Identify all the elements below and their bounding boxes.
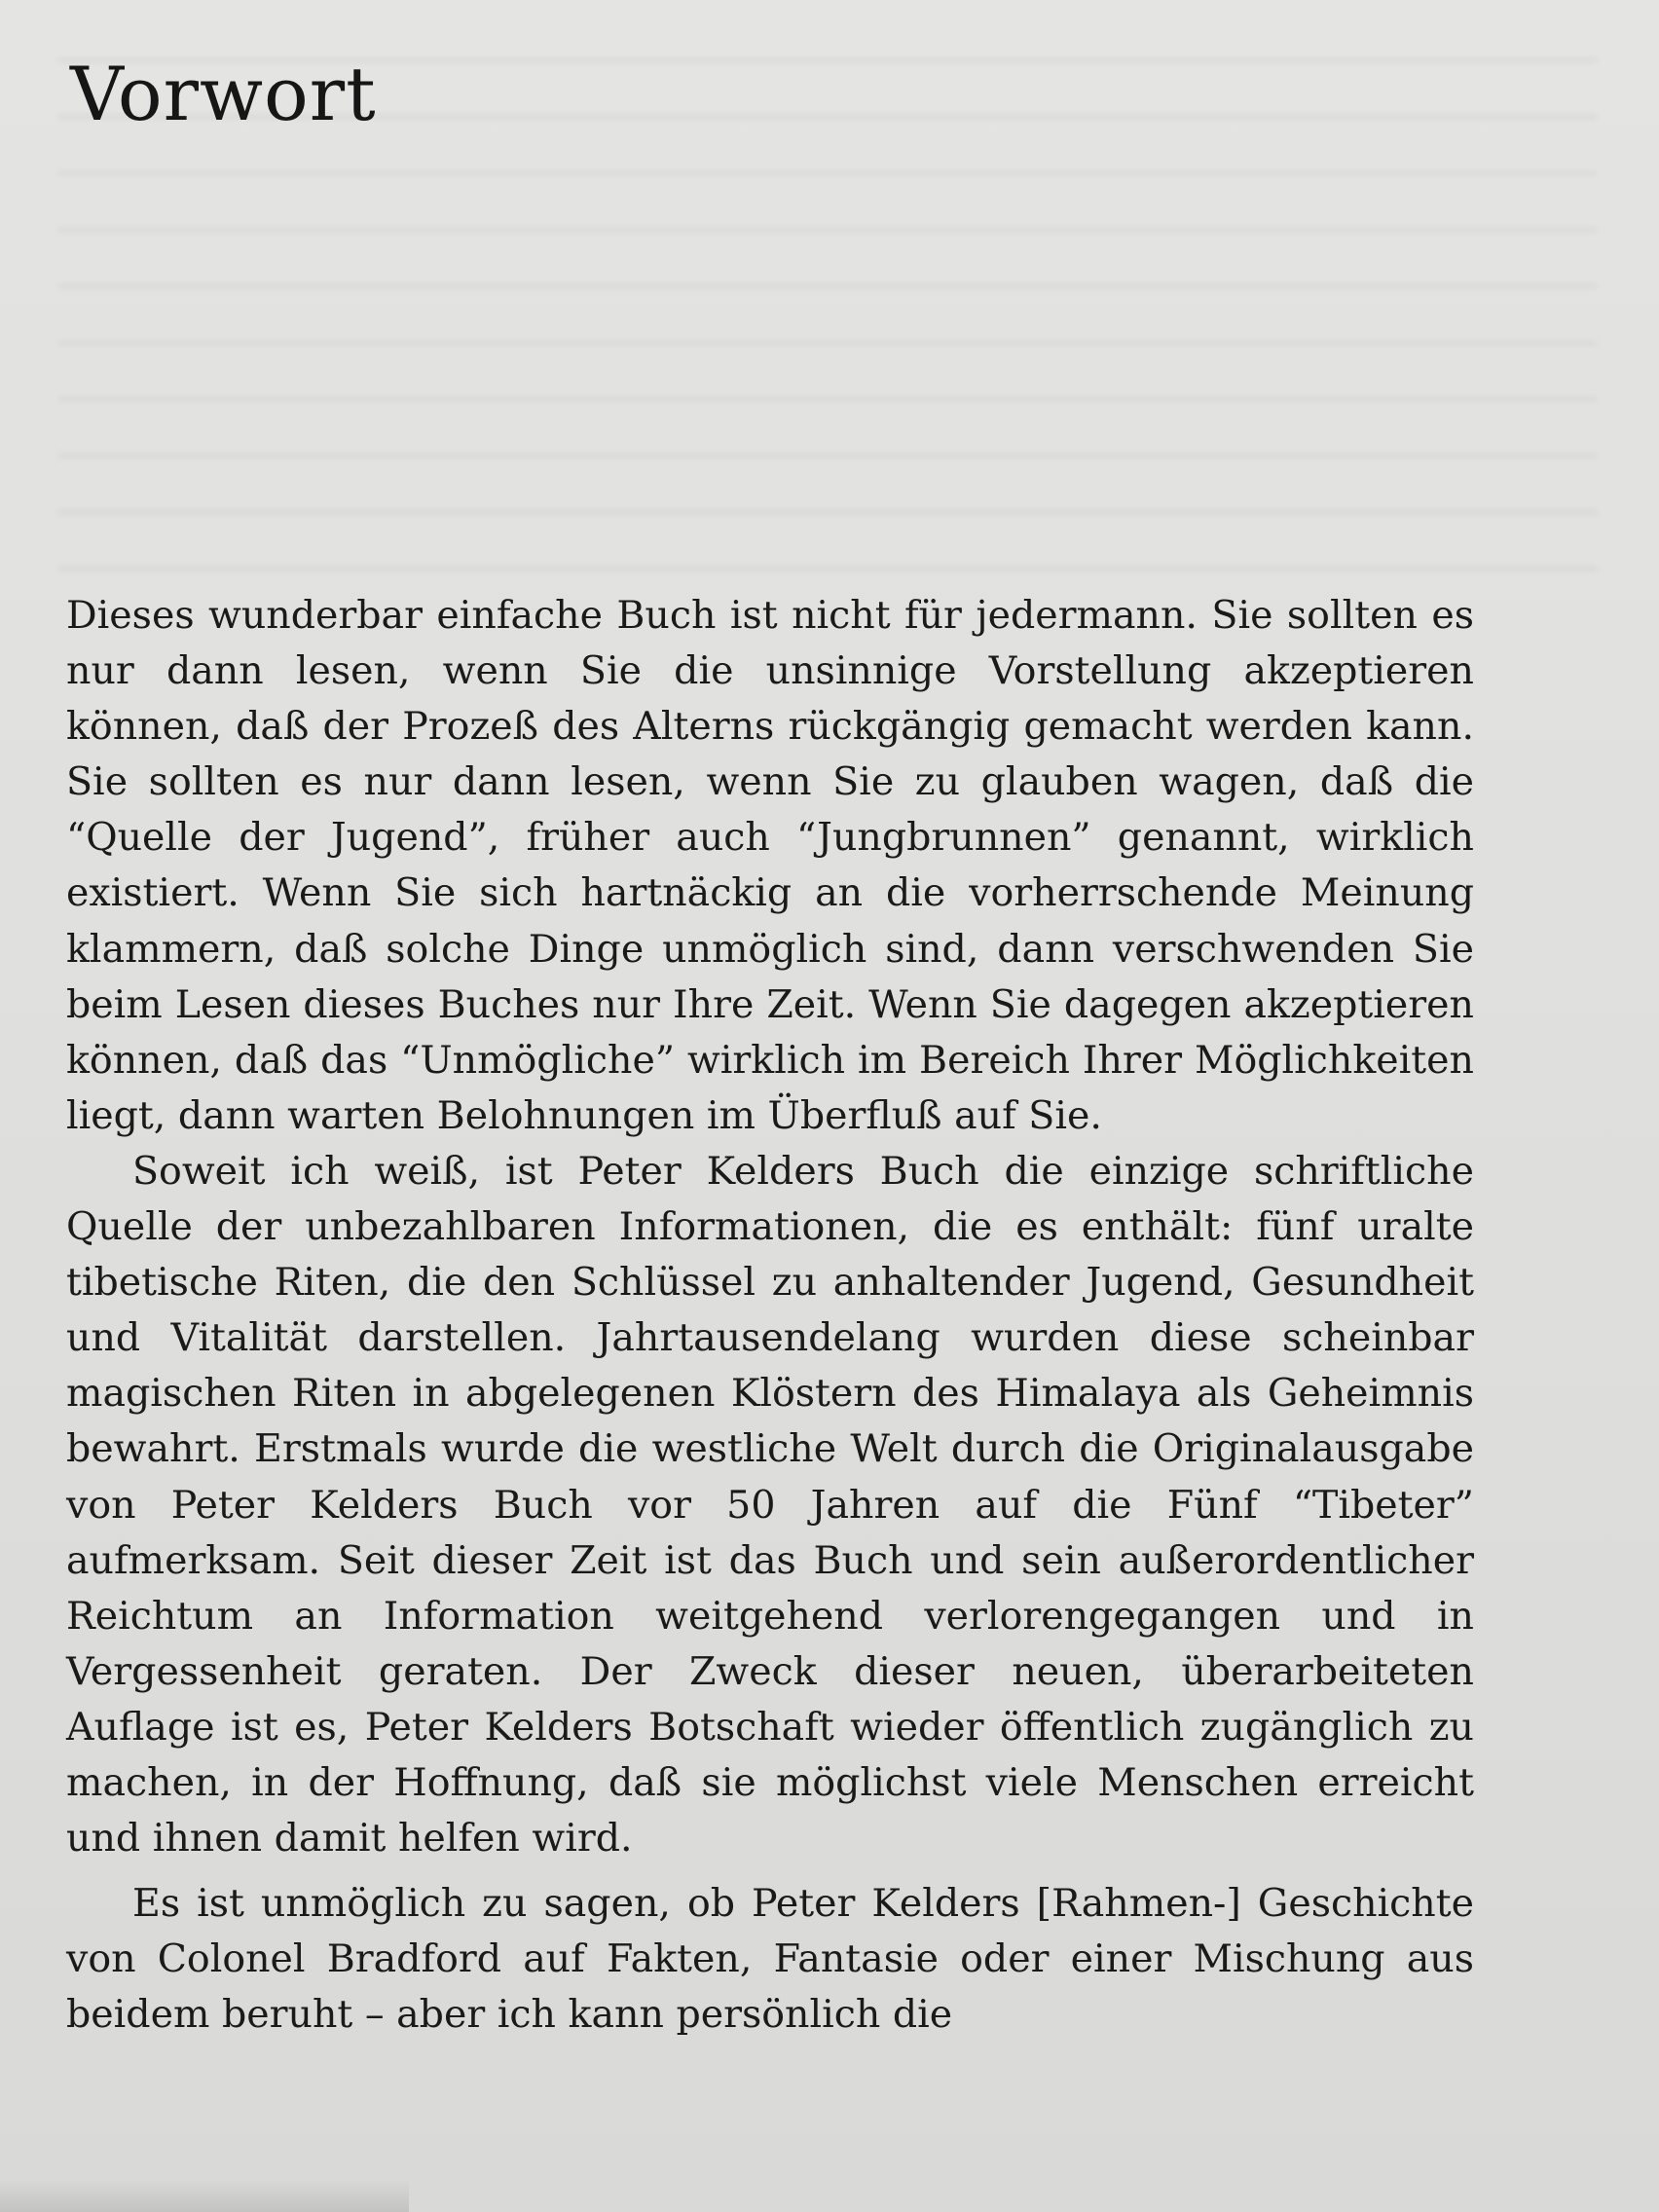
- page-bottom-shadow: [0, 2179, 409, 2212]
- body-text: [66, 588, 1474, 2043]
- paragraph-3: Es ist unmöglich zu sagen, ob Peter Kelders [Rahmen-] Geschichte von Colonel Bradford auf Fakten, Fantasie oder einer Mischung aus beidem beruht – aber ich kann persönlich die: [66, 1881, 1474, 2038]
- page-heading: Vorwort: [70, 51, 377, 137]
- paragraph-2: Soweit ich weiß, ist Peter Kelders Buch die einzige schriftliche Quelle der unbezahlbaren Informationen, die es enthält: fünf uralte tibetische Riten, die den Schlüssel zu anhaltender Jugend, Gesundheit und Vitalität darstellen. Jahrtausendelang wurden diese scheinbar magischen Riten in abgelegenen Klöstern des Himalaya als Geheimnis bewahrt. Erstmals wurde die westliche Welt durch die Originalausgabe von Peter Kelders Buch vor 50 Jahren auf die Fünf “Tibeter” aufmerksam. Seit dieser Zeit ist das Buch und sein außerordentlicher Reichtum an Information weitgehend verlorengegangen und in Vergessenheit geraten. Der Zweck dieser neuen, überarbeiteten Auflage ist es, Peter Kelders Botschaft wieder öffentlich zugänglich zu machen, in der Hoffnung, daß sie möglichst viele Menschen erreicht und ihnen damit helfen wird.: [66, 1148, 1474, 1862]
- paragraph-1: Dieses wunderbar einfache Buch ist nicht für jedermann. Sie sollten es nur dann lesen, wenn Sie die unsinnige Vorstellung akzeptieren können, daß der Prozeß des Alterns rückgängig gemacht werden kann. Sie sollten es nur dann lesen, wenn Sie zu glauben wagen, daß die “Quelle der Jugend”, früher auch “Jungbrunnen” genannt, wirklich existiert. Wenn Sie sich hartnäckig an die vorherrschende Meinung klammern, daß solche Dinge unmöglich sind, dann verschwenden Sie beim Lesen dieses Buches nur Ihre Zeit. Wenn Sie dagegen akzeptieren können, daß das “Unmögliche” wirklich im Bereich Ihrer Möglichkeiten liegt, dann warten Belohnungen im Überfluß auf Sie.: [66, 593, 1474, 1138]
